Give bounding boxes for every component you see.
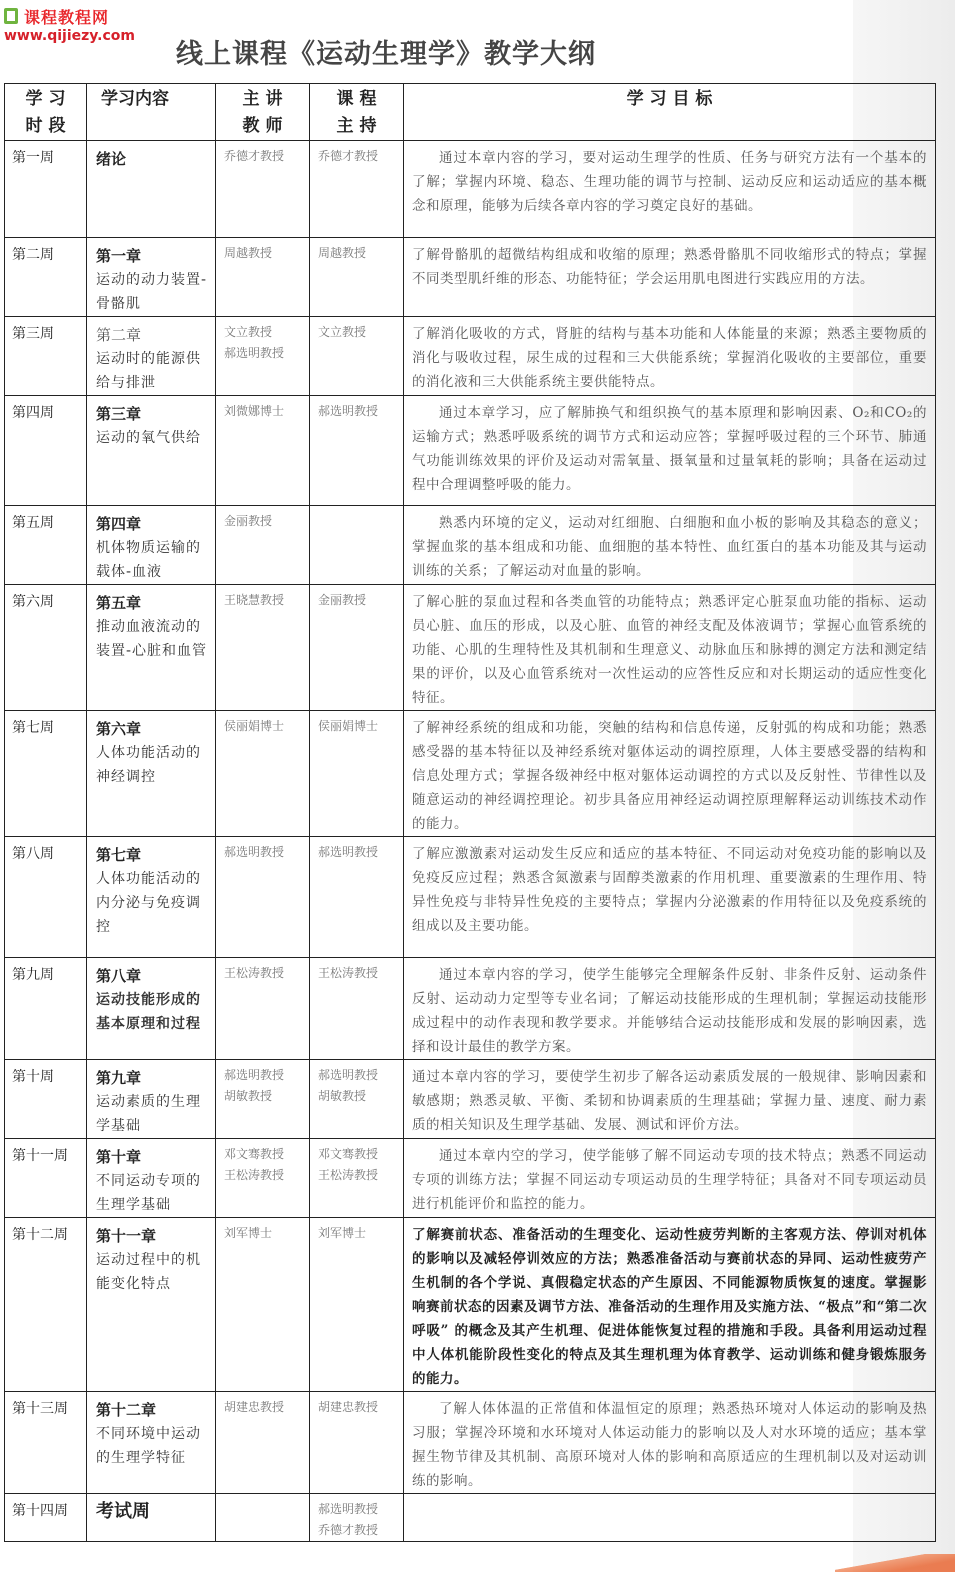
table-row xyxy=(5,711,936,837)
week-cell: 第七周 xyxy=(5,711,87,837)
host-cell xyxy=(310,396,404,506)
host-cell xyxy=(310,141,404,238)
chapter-title: 第九章 xyxy=(96,1069,142,1087)
chapter-subtitle: 运动的动力装置-骨骼肌 xyxy=(96,272,208,312)
goal-cell xyxy=(404,317,936,396)
table-row xyxy=(5,1060,936,1139)
host-cell xyxy=(310,1060,404,1139)
lecturer-cell xyxy=(216,317,310,396)
goal-text: 通过本章内容的学习，要使学生初步了解各运动素质发展的一般规律、影响因素和敏感期；熟悉灵敏、平衡、柔韧和协调素质的生理基础；掌握力量、速度、耐力素质的相关知识及生理学基础、发展、测试和评价方法。 xyxy=(412,1069,927,1133)
week-cell: 第十四周 xyxy=(5,1494,87,1542)
table-row xyxy=(5,837,936,958)
goal-text: 了解骨骼肌的超微结构组成和收缩的原理；熟悉骨骼肌不同收缩形式的特点；掌握不同类型肌纤维的形态、功能特征；学会运用肌电图进行实践应用的方法。 xyxy=(412,247,927,287)
host-cell xyxy=(310,506,404,585)
host-name: 胡建忠教授 xyxy=(318,1400,379,1414)
lecturer-cell xyxy=(216,585,310,711)
goal-text: 通过本章学习，应了解肺换气和组织换气的基本原理和影响因素、O₂和CO₂的运输方式；熟悉呼吸系统的调节方式和运动应答；掌握呼吸过程的三个环节、肺通气功能训练效果的评价及运动对需氧量、摄氧量和过量氧耗的影响；具备在运动过程中合理调整呼吸的能力。 xyxy=(412,405,927,493)
chapter-title: 第十章 xyxy=(96,1148,142,1166)
header-content: 学习内容 xyxy=(87,84,216,141)
goal-cell xyxy=(404,837,936,958)
chapter-subtitle: 运动时的能源供给与排泄 xyxy=(96,351,201,391)
chapter-title: 考试周 xyxy=(96,1501,150,1522)
chapter-title: 绪论 xyxy=(96,150,127,168)
chapter-subtitle: 人体功能活动的内分泌与免疫调控 xyxy=(96,871,201,935)
content-cell xyxy=(87,317,216,396)
week-cell: 第十周 xyxy=(5,1060,87,1139)
host-name: 王松涛教授 xyxy=(318,966,379,980)
lecturer-name: 刘微娜博士 xyxy=(224,404,285,418)
table-row xyxy=(5,506,936,585)
week-cell: 第二周 xyxy=(5,238,87,317)
host-cell xyxy=(310,238,404,317)
goal-text: 了解消化吸收的方式，肾脏的结构与基本功能和人体能量的来源；熟悉主要物质的消化与吸收过程，尿生成的过程和三大供能系统；掌握消化吸收的主要部位，重要的消化液和三大供能系统主要供能特点。 xyxy=(412,326,927,390)
lecturer-cell xyxy=(216,1494,310,1542)
host-name: 金丽教授 xyxy=(318,593,367,607)
lecturer-cell xyxy=(216,1060,310,1139)
goal-text: 通过本章内容的学习，要对运动生理学的性质、任务与研究方法有一个基本的了解；掌握内环境、稳态、生理功能的调节与控制、运动反应和运动适应的基本概念和原理，能够为后续各章内容的学习奠定良好的基础。 xyxy=(412,150,927,214)
goal-cell xyxy=(404,711,936,837)
host-name: 文立教授 xyxy=(318,325,367,339)
corner-decoration xyxy=(835,1554,955,1572)
table-row xyxy=(5,1218,936,1392)
lecturer-name: 刘军博士 xyxy=(224,1226,273,1240)
lecturer-cell xyxy=(216,1218,310,1392)
week-cell: 第十二周 xyxy=(5,1218,87,1392)
week-cell: 第八周 xyxy=(5,837,87,958)
table-row xyxy=(5,1494,936,1542)
goal-cell xyxy=(404,1060,936,1139)
host-name: 郝选明教授 xyxy=(318,404,379,418)
lecturer-name: 胡敏教授 xyxy=(224,1089,273,1103)
content-cell xyxy=(87,958,216,1060)
chapter-subtitle: 运动素质的生理学基础 xyxy=(96,1094,201,1134)
chapter-subtitle: 推动血液流动的装置-心脏和血管 xyxy=(96,619,208,659)
lecturer-cell xyxy=(216,1392,310,1494)
content-cell xyxy=(87,1218,216,1392)
lecturer-cell xyxy=(216,1139,310,1218)
goal-cell xyxy=(404,1392,936,1494)
chapter-title: 第五章 xyxy=(96,594,142,612)
logo-text: 课程教程网 xyxy=(24,7,110,27)
lecturer-cell xyxy=(216,837,310,958)
chapter-title: 第七章 xyxy=(96,846,142,864)
content-cell xyxy=(87,396,216,506)
content-cell xyxy=(87,238,216,317)
host-cell xyxy=(310,1392,404,1494)
chapter-title: 第三章 xyxy=(96,405,142,423)
week-cell: 第三周 xyxy=(5,317,87,396)
goal-cell xyxy=(404,506,936,585)
goal-cell xyxy=(404,1139,936,1218)
host-cell xyxy=(310,585,404,711)
goal-text: 了解心脏的泵血过程和各类血管的功能特点；熟悉评定心脏泵血功能的指标、运动员心脏、血压的形成，以及心脏、血管的神经支配及体液调节；掌握心血管系统的功能、心肌的生理特性及其机制和生理意义、动脉血压和脉搏的测定方法和测定结果的评价，以及心血管系统对一次性运动的应答性反应和对长期运动的适应性变化特征。 xyxy=(412,594,927,706)
lecturer-name: 王晓慧教授 xyxy=(224,593,285,607)
goal-cell xyxy=(404,1218,936,1392)
header-host: 课 程 主 持 xyxy=(310,84,404,141)
table-header-row xyxy=(5,84,936,141)
lecturer-cell xyxy=(216,506,310,585)
lecturer-name: 王松涛教授 xyxy=(224,966,285,980)
content-cell xyxy=(87,1494,216,1542)
chapter-subtitle: 机体物质运输的载体-血液 xyxy=(96,540,201,580)
week-cell: 第五周 xyxy=(5,506,87,585)
chapter-subtitle: 运动的氧气供给 xyxy=(96,430,201,446)
lecturer-name: 金丽教授 xyxy=(224,514,273,528)
host-name: 乔德才教授 xyxy=(318,1523,379,1537)
goal-text: 了解赛前状态、准备活动的生理变化、运动性疲劳判断的主客观方法、停训对机体的影响以及减轻停训效应的方法；熟悉准备活动与赛前状态的异同、运动性疲劳产生机制的各个学说、真假稳定状态的产生原因、不同能源物质恢复的速度。掌握影响赛前状态的因素及调节方法、准备活动的生理作用及实施方法、“极点”和“第二次呼吸” 的概念及其产生机理、促进体能恢复过程的措施和手段。具备利用运动过程中人体机能阶段性变化的特点及其生理机理为体育教学、运动训练和健身锻炼服务的能力。 xyxy=(412,1227,927,1387)
host-name: 周越教授 xyxy=(318,246,367,260)
chapter-title: 第八章 xyxy=(96,967,142,985)
table-row xyxy=(5,238,936,317)
lecturer-cell xyxy=(216,711,310,837)
lecturer-name: 郝选明教授 xyxy=(224,845,285,859)
chapter-subtitle: 人体功能活动的神经调控 xyxy=(96,745,201,785)
content-cell xyxy=(87,1060,216,1139)
content-cell xyxy=(87,837,216,958)
goal-text: 了解人体体温的正常值和体温恒定的原理；熟悉热环境对人体运动的影响及热习服；掌握冷环境和水环境对人体运动能力的影响以及人对水环境的适应；基本掌握生物节律及其机制、高原环境对人体的影响和高原适应的生理机制以及对运动训练的影响。 xyxy=(412,1401,927,1489)
chapter-subtitle: 不同环境中运动的生理学特征 xyxy=(96,1426,201,1466)
table-row xyxy=(5,141,936,238)
week-cell: 第九周 xyxy=(5,958,87,1060)
header-lecturer: 主 讲 教 师 xyxy=(216,84,310,141)
table-row xyxy=(5,958,936,1060)
host-name: 胡敏教授 xyxy=(318,1089,367,1103)
goal-text: 通过本章内空的学习，使学能够了解不同运动专项的技术特点；熟悉不同运动专项的训练方法；掌握不同运动专项运动员的生理学特征；具备对不同专项运动员进行机能评价和监控的能力。 xyxy=(412,1148,927,1212)
lecturer-cell xyxy=(216,141,310,238)
table-row xyxy=(5,1139,936,1218)
host-name: 郝选明教授 xyxy=(318,845,379,859)
table-row xyxy=(5,396,936,506)
chapter-subtitle: 运动过程中的机能变化特点 xyxy=(96,1252,201,1292)
host-name: 乔德才教授 xyxy=(318,149,379,163)
week-cell: 第一周 xyxy=(5,141,87,238)
host-cell xyxy=(310,1139,404,1218)
goal-cell xyxy=(404,958,936,1060)
content-cell xyxy=(87,585,216,711)
host-name: 郝选明教授 xyxy=(318,1502,379,1516)
host-name: 郝选明教授 xyxy=(318,1068,379,1082)
host-name: 王松涛教授 xyxy=(318,1168,379,1182)
lecturer-name: 邓文骞教授 xyxy=(224,1147,285,1161)
table-row xyxy=(5,585,936,711)
host-cell xyxy=(310,711,404,837)
chapter-title: 第十二章 xyxy=(96,1401,157,1419)
chapter-title: 第二章 xyxy=(96,326,142,344)
content-cell xyxy=(87,506,216,585)
lecturer-name: 胡建忠教授 xyxy=(224,1400,285,1414)
content-cell xyxy=(87,141,216,238)
goal-cell xyxy=(404,585,936,711)
book-icon xyxy=(4,8,18,24)
content-cell xyxy=(87,1139,216,1218)
host-cell xyxy=(310,1218,404,1392)
lecturer-name: 王松涛教授 xyxy=(224,1168,285,1182)
week-cell: 第四周 xyxy=(5,396,87,506)
table-row xyxy=(5,1392,936,1494)
goal-text: 了解应激激素对运动发生反应和适应的基本特征、不同运动对免疫功能的影响以及免疫反应过程；熟悉含氮激素与固醇类激素的作用机理、重要激素的生理作用、特异性免疫与非特异性免疫的主要特点；掌握内分泌激素的作用特征以及免疫系统的组成以及主要功能。 xyxy=(412,846,927,934)
lecturer-cell xyxy=(216,396,310,506)
week-cell: 第十三周 xyxy=(5,1392,87,1494)
lecturer-name: 周越教授 xyxy=(224,246,273,260)
goal-cell xyxy=(404,1494,936,1542)
goal-cell xyxy=(404,238,936,317)
goal-cell xyxy=(404,141,936,238)
content-cell xyxy=(87,711,216,837)
chapter-title: 第四章 xyxy=(96,515,142,533)
goal-text: 通过本章内容的学习，使学生能够完全理解条件反射、非条件反射、运动条件反射、运动动力定型等专业名词；了解运动技能形成的生理机制；掌握运动技能形成过程中的动作表现和教学要求。并能够结合运动技能形成和发展的影响因素，选择和设计最佳的教学方案。 xyxy=(412,967,927,1055)
host-cell xyxy=(310,317,404,396)
chapter-title: 第十一章 xyxy=(96,1227,157,1245)
goal-text: 熟悉内环境的定义，运动对红细胞、白细胞和血小板的影响及其稳态的意义；掌握血浆的基本组成和功能、血细胞的基本特性、血红蛋白的基本功能及其与运动训练的关系；了解运动对血量的影响。 xyxy=(412,515,927,579)
lecturer-name: 侯丽娟博士 xyxy=(224,719,285,733)
page-title: 线上课程《运动生理学》教学大纲 xyxy=(176,39,596,70)
lecturer-name: 文立教授 xyxy=(224,325,273,339)
host-name: 邓文骞教授 xyxy=(318,1147,379,1161)
host-name: 刘军博士 xyxy=(318,1226,367,1240)
host-cell xyxy=(310,837,404,958)
host-cell xyxy=(310,958,404,1060)
chapter-subtitle: 不同运动专项的生理学基础 xyxy=(96,1173,201,1213)
week-cell: 第十一周 xyxy=(5,1139,87,1218)
site-url[interactable]: www.qijiezy.com xyxy=(4,28,135,44)
table-row xyxy=(5,317,936,396)
header-period: 学 习 时 段 xyxy=(5,84,87,141)
lecturer-name: 郝选明教授 xyxy=(224,1068,285,1082)
lecturer-name: 郝选明教授 xyxy=(224,346,285,360)
week-cell: 第六周 xyxy=(5,585,87,711)
content-cell xyxy=(87,1392,216,1494)
header-goal: 学 习 目 标 xyxy=(404,84,936,141)
chapter-subtitle: 运动技能形成的基本原理和过程 xyxy=(96,992,201,1032)
lecturer-name: 乔德才教授 xyxy=(224,149,285,163)
lecturer-cell xyxy=(216,958,310,1060)
chapter-title: 第六章 xyxy=(96,720,142,738)
site-logo[interactable] xyxy=(4,6,109,26)
syllabus-table xyxy=(4,83,936,1542)
host-name: 侯丽娟博士 xyxy=(318,719,379,733)
chapter-title: 第一章 xyxy=(96,247,142,265)
goal-cell xyxy=(404,396,936,506)
goal-text: 了解神经系统的组成和功能，突触的结构和信息传递，反射弧的构成和功能；熟悉感受器的基本特征以及神经系统对躯体运动的调控原理，人体主要感受器的结构和信息处理方式；掌握各级神经中枢对躯体运动调控的方式以及反射性、节律性以及随意运动的神经调控理论。初步具备应用神经运动调控原理解释运动训练技术动作的能力。 xyxy=(412,720,927,832)
lecturer-cell xyxy=(216,238,310,317)
host-cell xyxy=(310,1494,404,1542)
